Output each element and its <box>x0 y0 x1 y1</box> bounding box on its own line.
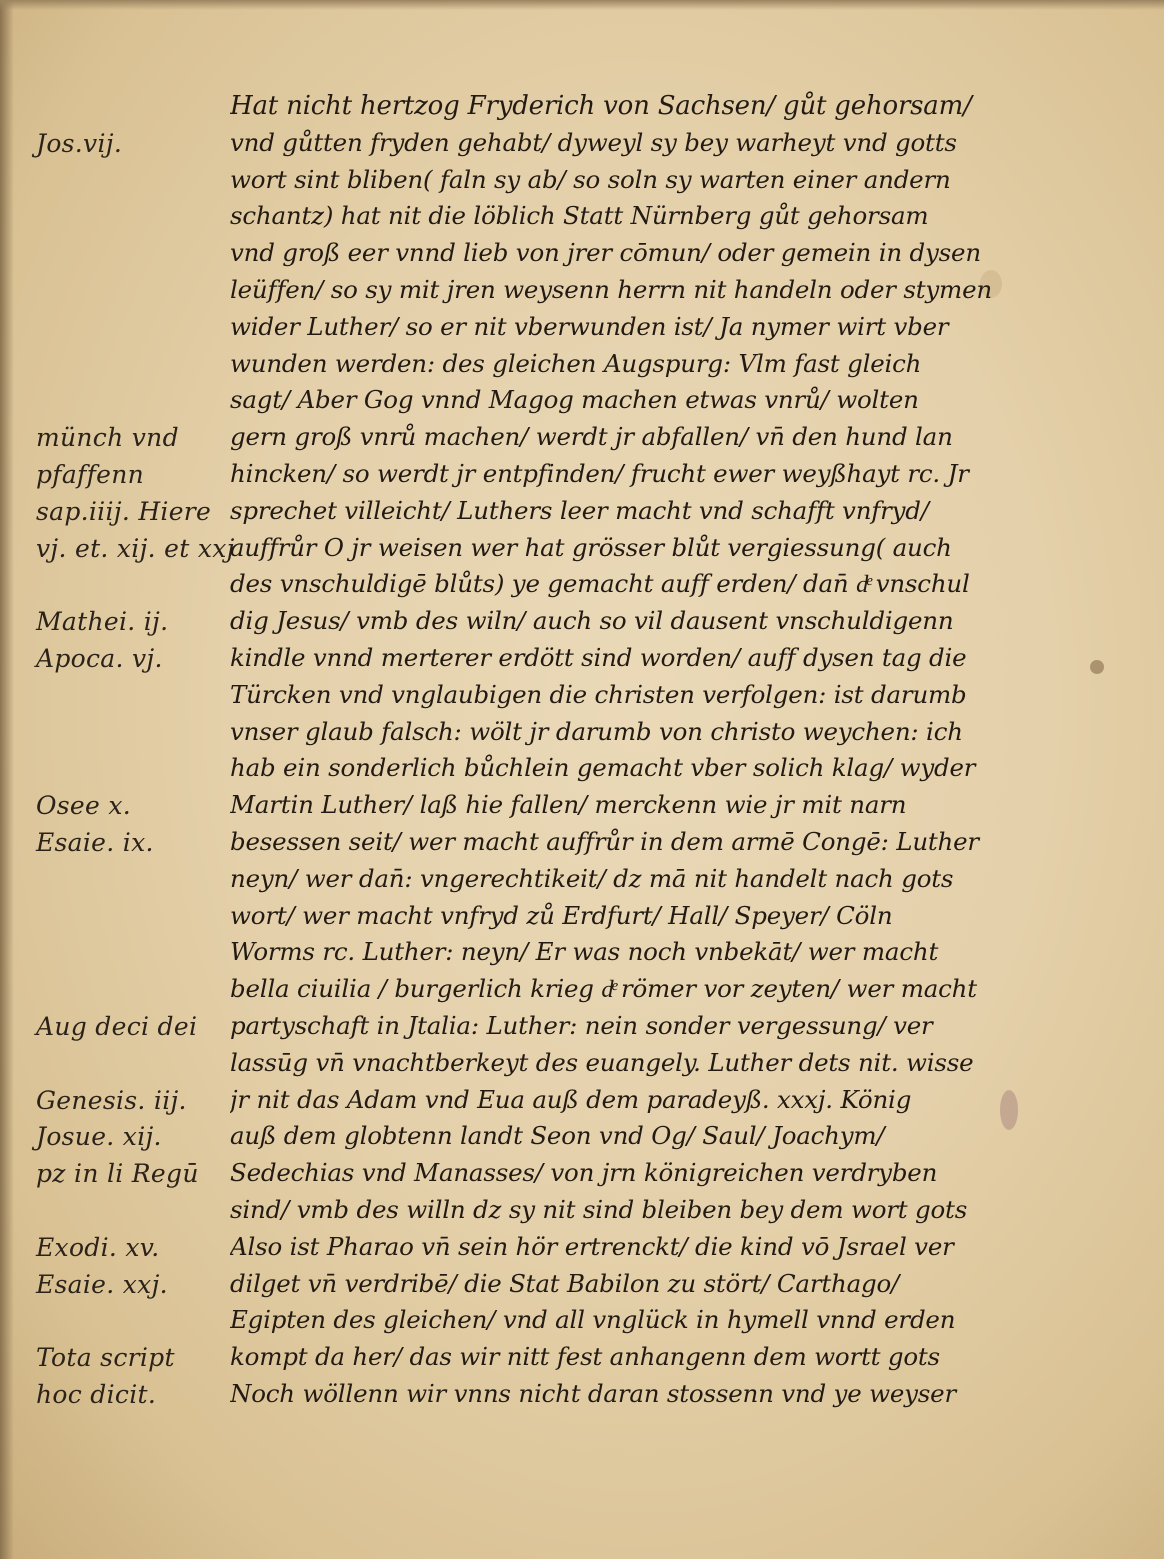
margin-note: hoc dicit. <box>36 1380 157 1409</box>
margin-note: Esaie. xxj. <box>36 1269 168 1299</box>
margin-note: sap.iiij. Hiere <box>36 496 212 526</box>
text-line: auffrůr O jr weisen wer hat grösser blůt vergiessung( auch <box>230 532 952 562</box>
margin-note: Genesis. iij. <box>36 1085 187 1115</box>
paper-stain <box>1090 660 1104 674</box>
text-line: partyschaft in Jtalia: Luther: nein sonder vergessung/ ver <box>230 1010 933 1040</box>
text-line: Egipten des gleichen/ vnd all vnglück in hymell vnnd erden <box>230 1305 956 1335</box>
text-line: wider Luther/ so er nit vberwunden ist/ Ja nymer wirt vber <box>230 311 949 341</box>
text-line: neyn/ wer dan̄: vngerechtikeit/ dz mā nit handelt nach gots <box>230 863 954 893</box>
margin-note: Jos.vij. <box>36 128 123 158</box>
page-edge-shadow <box>0 0 14 1559</box>
margin-note: Josue. xij. <box>36 1122 162 1152</box>
text-line: Sedechias vnd Manasses/ von jrn königreichen verdryben <box>230 1158 938 1188</box>
text-line: kindle vnnd merterer erdött sind worden/ auff dysen tag die <box>230 642 967 672</box>
text-line: vnd groß eer vnnd lieb von jrer cōmun/ oder gemein in dysen <box>230 238 981 268</box>
text-line: bella ciuilia / burgerlich krieg dͤ römer vor zeyten/ wer macht <box>230 974 977 1004</box>
text-line: Noch wöllenn wir vnns nicht daran stossenn vnd ye weyser <box>230 1378 956 1408</box>
text-line: gern groß vnrů machen/ werdt jr abfallen/ vn̄ den hund lan <box>230 422 953 452</box>
text-line: hincken/ so werdt jr entpfinden/ frucht ewer weyßhayt rc. Jr <box>230 458 969 488</box>
text-line: besessen seit/ wer macht auffrůr in dem armē Congē: Luther <box>230 826 979 856</box>
margin-note: vj. et. xij. et xxj <box>36 533 235 563</box>
margin-note: Osee x. <box>36 791 132 821</box>
text-line: hab ein sonderlich bůchlein gemacht vber solich klag/ wyder <box>230 753 976 783</box>
text-line: jr nit das Adam vnd Eua auß dem paradeyß. xxxj. König <box>230 1084 912 1114</box>
text-line: Also ist Pharao vn̄ sein hör ertrenckt/ die kind vō Jsrael ver <box>230 1231 954 1261</box>
margin-notes <box>36 0 235 1559</box>
text-line: wort sint bliben( faln sy ab/ so soln sy warten einer andern <box>230 164 951 194</box>
text-line: wort/ wer macht vnfryd zů Erdfurt/ Hall/ Speyer/ Cöln <box>230 900 893 930</box>
text-line: sagt/ Aber Gog vnnd Magog machen etwas vnrů/ wolten <box>230 385 919 415</box>
text-line: Hat nicht hertzog Fryderich von Sachsen/ gůt gehorsam/ <box>230 91 972 121</box>
text-line: lassūg vn̄ vnachtberkeyt des euangely. Luther dets nit. wisse <box>230 1047 974 1077</box>
text-line: schantz) hat nit die löblich Statt Nürnberg gůt gehorsam <box>230 201 929 231</box>
text-line: dilget vn̄ verdribē/ die Stat Babilon zu stört/ Carthago/ <box>230 1268 900 1298</box>
margin-note: Aug deci dei <box>36 1012 198 1041</box>
text-line: auß dem globtenn landt Seon vnd Og/ Saul/ Joachym/ <box>230 1121 885 1151</box>
text-line: Türcken vnd vnglaubigen die christen verfolgen: ist darumb <box>230 679 967 709</box>
text-line: kompt da her/ das wir nitt fest anhangenn dem wortt gots <box>230 1342 940 1372</box>
margin-note: Mathei. ij. <box>36 607 169 637</box>
margin-note: Esaie. ix. <box>36 828 154 857</box>
text-line: dig Jesus/ vmb des wiln/ auch so vil dausent vnschuldigenn <box>230 606 954 636</box>
text-line: des vnschuldigē blůts) ye gemacht auff erden/ dan̄ dͤ vnschul <box>230 569 970 599</box>
text-line: wunden werden: des gleichen Augspurg: Vlm fast gleich <box>230 348 922 378</box>
margin-note: Exodi. xv. <box>36 1232 160 1262</box>
margin-note: Apoca. vj. <box>36 644 163 673</box>
text-line: sprechet villeicht/ Luthers leer macht vnd schafft vnfryd/ <box>230 495 929 525</box>
text-line: vnser glaub falsch: wölt jr darumb von christo weychen: ich <box>230 716 963 746</box>
text-line: Martin Luther/ laß hie fallen/ merckenn wie jr mit narn <box>230 790 907 820</box>
text-line: leüffen/ so sy mit jren weysenn herrn nit handeln oder stymen <box>230 274 992 304</box>
text-line: Worms rc. Luther: neyn/ Er was noch vnbekāt/ wer macht <box>230 937 939 967</box>
text-line: sind/ vmb des willn dz sy nit sind bleiben bey dem wort gots <box>230 1194 968 1224</box>
main-text-block <box>230 88 1050 1413</box>
margin-note: pz in li Regū <box>36 1159 199 1189</box>
margin-note: pfaffenn <box>36 460 145 489</box>
margin-note: Tota script <box>36 1343 175 1373</box>
margin-note: münch vnd <box>36 423 179 453</box>
text-line: vnd gůtten fryden gehabt/ dyweyl sy bey warheyt vnd gotts <box>230 127 957 157</box>
